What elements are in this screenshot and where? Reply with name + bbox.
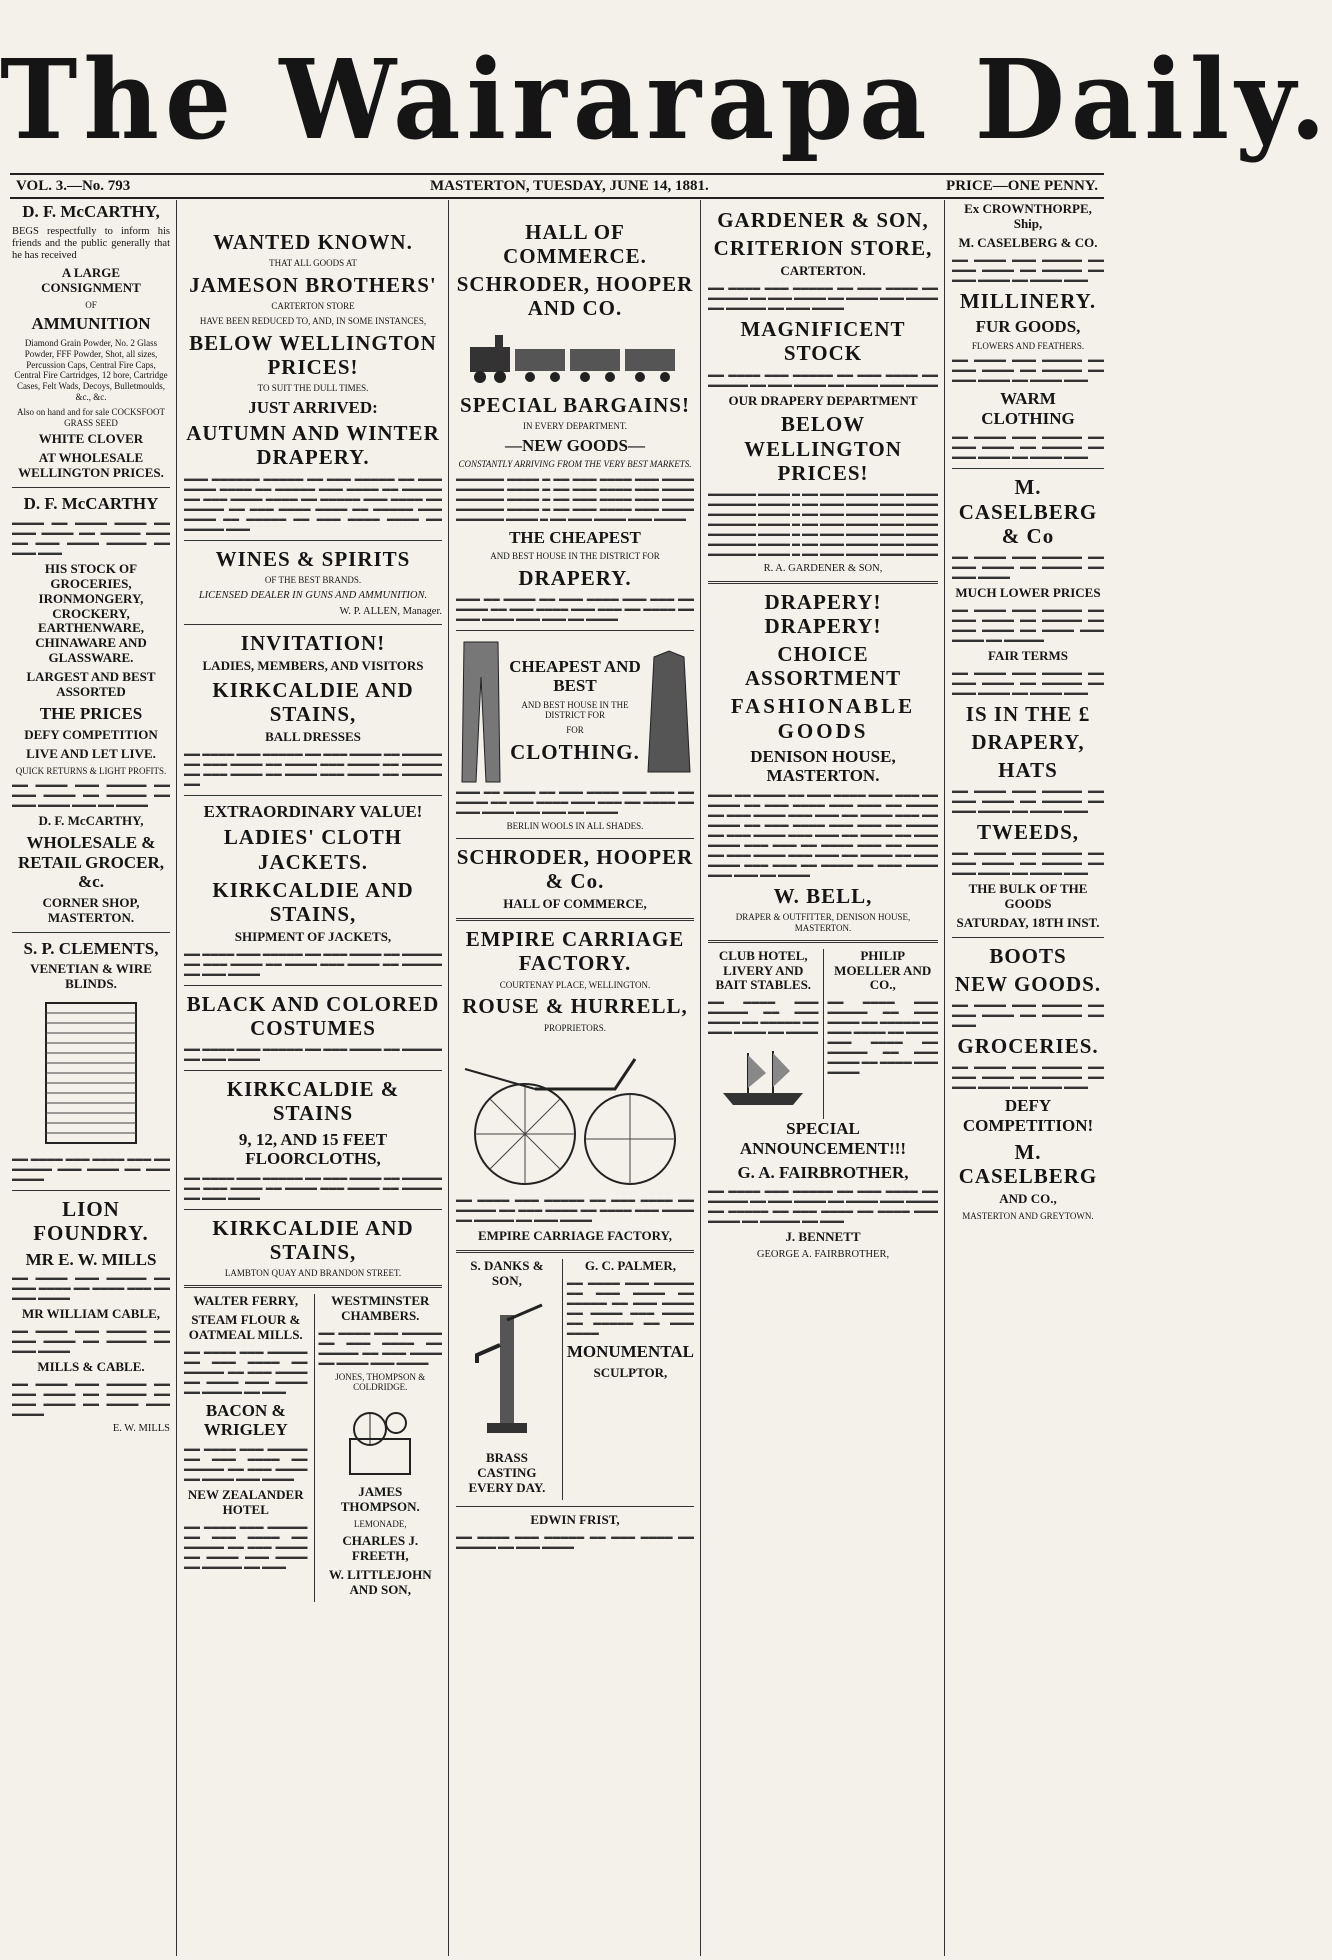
- advert-text: ▬▬ ▬▬▬▬ ▬▬▬ ▬▬▬▬▬ ▬▬ ▬▬▬ ▬▬▬▬ ▬▬ ▬▬▬▬▬ ▬▬ ▬▬▬ ▬▬▬▬ ▬▬ ▬▬▬▬ ▬▬▬ ▬▬▬▬ ▬▬ ▬▬▬▬▬ ▬▬ ▬▬▬ ▬▬▬▬: [566, 1278, 694, 1338]
- advert-text: ▬▬ ▬▬▬▬ ▬▬▬ ▬▬▬▬▬ ▬▬ ▬▬▬ ▬▬▬▬ ▬▬ ▬▬▬▬▬ ▬▬ ▬▬▬ ▬▬▬▬ ▬▬▬ ▬▬ ▬▬▬▬: [12, 780, 170, 810]
- advert-heading: D. F. McCARTHY: [23, 494, 159, 514]
- advert-block: [184, 1294, 308, 1602]
- advert-heading: MAGNIFICENT STOCK: [740, 317, 906, 366]
- advert-text: ▬▬▬ ▬▬▬▬▬▬ ▬▬▬▬▬ ▬▬ ▬▬▬ ▬▬▬▬▬ ▬▬ ▬▬▬ ▬▬▬▬ ▬▬▬▬ ▬▬ ▬▬▬▬▬ ▬▬▬ ▬▬▬▬ ▬▬ ▬▬▬▬▬ ▬▬ ▬▬▬ ▬▬▬▬ ▬▬▬▬ ▬▬ ▬▬▬▬▬ ▬▬▬ ▬▬▬▬ ▬▬ ▬▬▬▬▬ ▬▬ ▬▬▬ ▬▬▬▬ ▬▬▬▬ ▬▬ ▬▬▬▬▬ ▬▬▬ ▬▬▬▬ ▬▬ ▬▬▬▬▬ ▬▬ ▬▬▬ ▬▬▬▬ ▬▬▬▬ ▬▬ ▬▬▬▬▬ ▬▬▬: [184, 473, 442, 533]
- advert-text: ▬▬▬▬▬▬ ▬▬▬▬ ▬ ▬▬ ▬▬▬ ▬▬▬▬ ▬▬▬ ▬▬▬▬ ▬▬▬▬▬▬ ▬▬▬▬ ▬ ▬▬ ▬▬▬ ▬▬▬▬ ▬▬▬ ▬▬▬▬ ▬▬▬▬▬▬ ▬▬▬▬ ▬ ▬▬ ▬▬▬ ▬▬▬▬ ▬▬▬ ▬▬▬▬ ▬▬▬▬▬▬ ▬▬▬▬ ▬ ▬▬ ▬▬▬ ▬▬▬▬ ▬▬▬ ▬▬▬▬ ▬▬▬▬▬▬ ▬▬▬▬ ▬ ▬▬ ▬▬▬ ▬▬▬▬ ▬▬▬ ▬▬▬▬: [456, 473, 694, 523]
- advert-text: ▬▬ ▬▬▬▬ ▬▬▬ ▬▬▬▬▬ ▬▬ ▬▬▬ ▬▬▬▬ ▬▬ ▬▬▬▬▬ ▬▬ ▬▬▬ ▬▬▬▬ ▬▬ ▬▬▬▬ ▬▬▬ ▬▬▬▬ ▬▬ ▬▬▬▬▬ ▬▬ ▬▬▬ ▬▬▬▬: [708, 283, 938, 313]
- window-blind-illustration: [31, 998, 151, 1148]
- advert-heading: SATURDAY, 18TH INST.: [956, 915, 1100, 931]
- advert-signature: E. W. MILLS: [112, 1422, 170, 1434]
- advert-heading: KIRKCALDIE AND STAINS,: [212, 877, 414, 926]
- advert-heading: DEFY COMPETITION: [24, 726, 158, 742]
- advert-heading: M. CASELBERG & CO.: [958, 234, 1098, 250]
- advert-heading: WANTED KNOWN.: [213, 230, 413, 254]
- advert-text: QUICK RETURNS & LIGHT PROFITS.: [15, 765, 167, 776]
- advert-heading: OUR DRAPERY DEPARTMENT: [728, 392, 918, 408]
- advert-heading: JUST ARRIVED:: [248, 397, 378, 417]
- advert-heading: SPECIAL ANNOUNCEMENT!!!: [739, 1119, 907, 1158]
- advert-text: Diamond Grain Powder, No. 2 Glass Powder, FFF Powder, Shot, all sizes, Percussion Caps, Central Fire Caps, Central Fire Cartridges, 12 bore, Cartridge Cases, Felt Wads, Decoys, Bulletmoulds, &c., &c.: [14, 337, 168, 402]
- advert-text: ▬▬ ▬▬▬▬ ▬▬▬ ▬▬▬▬▬ ▬▬ ▬▬▬ ▬▬▬▬ ▬▬ ▬▬▬▬▬ ▬▬ ▬▬▬ ▬▬▬▬ ▬▬ ▬▬▬▬ ▬▬▬: [952, 254, 1104, 284]
- advert-text: ▬▬ ▬▬▬▬ ▬▬▬ ▬▬▬▬▬ ▬▬ ▬▬▬ ▬▬▬▬ ▬▬ ▬▬▬▬▬ ▬▬ ▬▬▬ ▬▬▬▬: [184, 1044, 442, 1064]
- advert-heading: THE PRICES: [39, 704, 143, 724]
- advert-heading: MR E. W. MILLS: [25, 1249, 157, 1269]
- divider: [952, 937, 1104, 938]
- advert-heading: SCHRODER, HOOPER & Co.: [456, 845, 694, 894]
- advert-text: CONSTANTLY ARRIVING FROM THE VERY BEST MARKETS.: [458, 459, 692, 470]
- advert-text: OF THE BEST BRANDS.: [264, 574, 362, 585]
- advert-heading: BELOW WELLINGTON PRICES!: [744, 412, 902, 485]
- advert-heading: LIVE AND LET LIVE.: [26, 745, 156, 761]
- small-adverts-row: [184, 1294, 442, 1602]
- advert-heading: WESTMINSTER CHAMBERS.: [331, 1292, 430, 1323]
- advert-heading: G. A. FAIRBROTHER,: [737, 1162, 909, 1182]
- advert-heading: BRASS CASTING EVERY DAY.: [468, 1450, 546, 1496]
- advert-heading: TWEEDS,: [976, 820, 1080, 845]
- advert-heading: BLACK AND COLORED COSTUMES: [186, 991, 440, 1041]
- divider: [184, 1070, 442, 1071]
- advert-text: ▬▬ ▬▬▬▬ ▬▬▬ ▬▬▬▬▬ ▬▬ ▬▬▬ ▬▬▬▬ ▬▬ ▬▬▬▬▬ ▬▬ ▬▬▬ ▬▬▬▬ ▬▬ ▬▬▬▬ ▬▬▬ ▬▬▬▬ ▬▬ ▬▬▬▬▬ ▬▬ ▬▬▬ ▬▬▬▬ ▬▬ ▬▬▬▬ ▬▬▬ ▬▬▬▬ ▬▬ ▬▬▬▬▬ ▬▬: [184, 748, 442, 788]
- advert-heading: AMMUNITION: [31, 314, 151, 334]
- advert-text: ▬▬ ▬▬▬▬ ▬▬▬ ▬▬▬▬▬ ▬▬ ▬▬▬ ▬▬▬▬ ▬▬ ▬▬▬▬▬ ▬▬ ▬▬▬ ▬▬▬▬ ▬▬ ▬▬▬▬ ▬▬▬ ▬▬▬▬: [12, 1378, 170, 1418]
- advert-heading: DRAPERY.: [518, 566, 632, 591]
- divider: [456, 918, 694, 921]
- advert-heading: SPECIAL BARGAINS!: [460, 392, 690, 417]
- small-adverts-row: [708, 949, 938, 1120]
- column-rule: [176, 200, 177, 1956]
- advert-heading: M. CASELBERG: [958, 1139, 1098, 1188]
- advert-text: ▬▬ ▬▬▬▬ ▬▬▬ ▬▬▬▬▬ ▬▬ ▬▬▬ ▬▬▬▬ ▬▬ ▬▬▬▬▬ ▬▬ ▬▬▬ ▬▬▬▬ ▬▬ ▬▬▬▬ ▬▬▬ ▬▬▬▬ ▬▬ ▬▬▬▬▬ ▬▬ ▬▬▬ ▬▬▬▬: [184, 948, 442, 978]
- advert-heading: FASHIONABLE GOODS: [730, 694, 916, 743]
- advert-heading: DRAPERY,: [971, 729, 1085, 754]
- advert-text: CARTERTON STORE: [271, 301, 355, 312]
- advert-text: ▬▬ ▬▬▬▬ ▬▬▬ ▬▬▬▬▬ ▬▬ ▬▬▬ ▬▬▬▬ ▬▬ ▬▬▬▬▬ ▬▬ ▬▬▬ ▬▬▬▬: [12, 1325, 170, 1355]
- advert-heading: LARGEST AND BEST ASSORTED: [26, 669, 156, 700]
- advert-heading: NEW GOODS.: [954, 972, 1102, 997]
- advert-heading: MONUMENTAL: [566, 1342, 694, 1362]
- price-label: PRICE—ONE PENNY.: [946, 178, 1098, 194]
- advert-text: ▬▬ ▬▬▬▬ ▬▬▬ ▬▬▬▬ ▬▬▬ ▬▬ ▬▬▬▬▬ ▬▬▬ ▬▬▬▬ ▬▬ ▬▬▬ ▬▬▬▬: [12, 1154, 170, 1184]
- advert-text: HAVE BEEN REDUCED TO, AND, IN SOME INSTANCES,: [199, 315, 427, 326]
- advert-text: ▬▬ ▬▬▬▬ ▬▬▬ ▬▬▬▬▬ ▬▬ ▬▬▬ ▬▬▬▬ ▬▬ ▬▬▬▬▬ ▬▬ ▬▬▬ ▬▬▬▬: [952, 551, 1104, 581]
- advert-heading: JAMES THOMPSON.: [340, 1484, 420, 1515]
- advert-text: ▬▬ ▬▬▬▬ ▬▬▬ ▬▬▬▬▬ ▬▬ ▬▬▬ ▬▬▬▬ ▬▬ ▬▬▬▬▬ ▬▬ ▬▬▬ ▬▬▬▬ ▬▬ ▬▬▬▬: [708, 997, 819, 1037]
- divider: [184, 1285, 442, 1288]
- advert-heading: AND CO.,: [999, 1190, 1057, 1206]
- advert-heading: CRITERION STORE,: [713, 236, 933, 261]
- advert-heading: MR WILLIAM CABLE,: [21, 1306, 161, 1322]
- advert-heading: A LARGE CONSIGNMENT: [41, 264, 141, 295]
- advert-text: ▬▬ ▬▬▬▬ ▬▬▬ ▬▬▬▬▬ ▬▬ ▬▬▬ ▬▬▬▬ ▬▬ ▬▬▬▬▬ ▬▬ ▬▬▬ ▬▬▬▬ ▬▬ ▬▬▬▬ ▬▬▬: [952, 432, 1104, 462]
- advert-heading: IS IN THE £: [965, 701, 1091, 726]
- advert-heading: LADIES' CLOTH JACKETS.: [223, 825, 403, 874]
- advert-text: ▬▬ ▬▬▬▬ ▬▬▬ ▬▬▬▬▬ ▬▬ ▬▬▬ ▬▬▬▬ ▬▬ ▬▬▬▬▬ ▬▬ ▬▬▬ ▬▬▬▬ ▬▬ ▬▬▬▬ ▬▬▬: [952, 848, 1104, 878]
- advert-heading: NEW ZEALANDER HOTEL: [187, 1486, 304, 1517]
- advert-heading: THE CHEAPEST: [509, 527, 641, 547]
- ship-illustration: [718, 1043, 808, 1113]
- advert-text: OF: [85, 299, 97, 310]
- advert-text: LEMONADE,: [353, 1519, 407, 1530]
- divider: [456, 1250, 694, 1253]
- advert-heading: DEFY COMPETITION!: [962, 1096, 1094, 1136]
- newspaper-title: The Wairarapa Daily.: [0, 34, 1332, 165]
- advert-heading: D. F. McCARTHY,: [38, 813, 144, 829]
- divider: [184, 985, 442, 986]
- advert-heading: CHARLES J. FREETH,: [342, 1532, 419, 1563]
- coat-illustration: [644, 647, 694, 777]
- masthead: [0, 34, 1332, 165]
- divider: [184, 540, 442, 541]
- small-adverts-row: [456, 1259, 694, 1500]
- advert-heading: CHOICE ASSORTMENT: [744, 642, 902, 691]
- advert-heading: GROCERIES.: [957, 1034, 1099, 1059]
- advert-text: AND BEST HOUSE IN THE DISTRICT FOR: [490, 551, 660, 562]
- advert-text: ▬▬ ▬▬▬▬ ▬▬▬ ▬▬▬▬▬ ▬▬ ▬▬▬ ▬▬▬▬ ▬▬ ▬▬▬▬▬ ▬▬ ▬▬▬ ▬▬▬▬ ▬▬ ▬▬▬▬ ▬▬▬ ▬▬▬▬ ▬▬ ▬▬▬▬▬ ▬▬ ▬▬▬: [184, 1346, 308, 1396]
- advert-text: FLOWERS AND FEATHERS.: [971, 340, 1085, 351]
- advert-heading: GARDENER & SON,: [717, 208, 929, 232]
- advert-heading: ROUSE & HURRELL,: [462, 994, 688, 1019]
- train-illustration: [460, 327, 690, 387]
- advert-heading: KIRKCALDIE AND STAINS,: [212, 677, 414, 726]
- advert-heading: CARTERTON.: [780, 263, 866, 279]
- advert-heading: LION FOUNDRY.: [33, 1197, 149, 1246]
- advert-text: ▬▬▬ ▬▬ ▬▬▬▬ ▬▬ ▬▬▬ ▬▬▬▬ ▬▬▬ ▬▬▬ ▬▬ ▬▬▬▬ ▬▬ ▬▬▬ ▬▬▬▬ ▬▬▬ ▬▬▬ ▬▬ ▬▬▬▬ ▬▬ ▬▬▬ ▬▬▬▬ ▬▬▬ ▬▬▬ ▬▬ ▬▬▬▬: [456, 594, 694, 624]
- advert-heading: CORNER SHOP, MASTERTON.: [42, 894, 140, 925]
- advert-text: ▬▬ ▬▬▬▬ ▬▬▬ ▬▬▬▬▬ ▬▬ ▬▬▬ ▬▬▬▬ ▬▬ ▬▬▬▬▬ ▬▬ ▬▬▬ ▬▬▬▬ ▬▬ ▬▬▬▬ ▬▬▬: [952, 786, 1104, 816]
- advert-heading: WHOLESALE & RETAIL GROCER, &c.: [17, 833, 165, 892]
- advert-heading: INVITATION!: [240, 630, 386, 655]
- advert-heading: THE BULK OF THE GOODS: [968, 881, 1088, 912]
- advert-text: IN EVERY DEPARTMENT.: [523, 420, 627, 431]
- advert-signature: W. P. ALLEN, Manager.: [339, 605, 442, 617]
- advert-heading: BACON & WRIGLEY: [203, 1400, 288, 1440]
- buggy-illustration: [465, 1039, 685, 1189]
- advert-text: ▬▬ ▬▬▬▬ ▬▬▬ ▬▬▬▬▬ ▬▬ ▬▬▬ ▬▬▬▬ ▬▬ ▬▬▬▬▬ ▬▬ ▬▬▬ ▬▬▬▬ ▬▬ ▬▬▬▬ ▬▬▬: [952, 667, 1104, 697]
- divider: [456, 630, 694, 631]
- advert-heading: HALL OF COMMERCE.: [503, 220, 647, 269]
- advert-heading: STEAM FLOUR & OATMEAL MILLS.: [188, 1311, 303, 1342]
- clothing-advert: [456, 637, 694, 787]
- divider: [12, 1190, 170, 1191]
- trousers-illustration: [456, 637, 506, 787]
- advert-text: PROPRIETORS.: [543, 1022, 607, 1033]
- advert-text: ▬▬▬▬ ▬▬ ▬▬▬▬ ▬▬▬▬ ▬▬ ▬▬▬ ▬▬▬▬ ▬▬ ▬▬▬▬▬ ▬▬▬ ▬▬ ▬▬▬ ▬▬▬▬ ▬▬▬▬▬ ▬▬ ▬▬▬ ▬▬▬: [12, 517, 170, 557]
- column-5: [948, 202, 1108, 1954]
- divider: [12, 932, 170, 933]
- advert-heading: BELOW WELLINGTON PRICES!: [189, 330, 437, 379]
- clothing-advert-text: [506, 657, 644, 769]
- advert-block: [823, 949, 939, 1120]
- column-rule: [448, 200, 449, 1956]
- advert-heading: DRAPERY! DRAPERY!: [764, 589, 882, 639]
- advert-heading: Ex CROWNTHORPE, Ship,: [964, 201, 1092, 231]
- advert-text: ▬▬ ▬▬▬▬ ▬▬▬ ▬▬▬▬▬ ▬▬ ▬▬▬ ▬▬▬▬ ▬▬ ▬▬▬▬▬ ▬▬ ▬▬▬ ▬▬▬▬ ▬▬ ▬▬▬▬ ▬▬▬ ▬▬▬▬ ▬▬ ▬▬▬▬▬ ▬▬ ▬▬▬ ▬▬▬▬ ▬▬ ▬▬▬▬ ▬▬▬ ▬▬▬▬: [827, 997, 938, 1077]
- advert-text: FOR: [566, 725, 584, 736]
- advert-heading: BOOTS: [989, 944, 1067, 969]
- machinery-illustration: [340, 1399, 420, 1479]
- advert-heading: FAIR TERMS: [987, 647, 1069, 663]
- advert-text: ▬▬ ▬▬▬▬ ▬▬▬ ▬▬▬▬▬ ▬▬ ▬▬▬ ▬▬▬▬ ▬▬ ▬▬▬▬▬ ▬▬ ▬▬▬ ▬▬▬▬: [456, 1531, 694, 1551]
- advert-text: Also on hand and for sale COCKSFOOT GRASS SEED: [17, 406, 165, 428]
- advert-text: AND BEST HOUSE IN THE DISTRICT FOR: [521, 699, 629, 721]
- advert-heading: LADIES, MEMBERS, AND VISITORS: [202, 657, 424, 673]
- advert-heading: EMPIRE CARRIAGE FACTORY.: [465, 927, 685, 976]
- advert-heading: FUR GOODS,: [975, 316, 1081, 336]
- advert-text: ▬▬ ▬▬▬▬ ▬▬▬ ▬▬▬▬▬ ▬▬ ▬▬▬ ▬▬▬▬ ▬▬ ▬▬▬▬▬ ▬▬ ▬▬▬ ▬▬▬▬ ▬▬ ▬▬▬▬ ▬▬▬: [952, 355, 1104, 385]
- advert-heading: SCULPTOR,: [593, 1364, 668, 1380]
- advert-text: LICENSED DEALER IN GUNS AND AMMUNITION.: [198, 589, 428, 601]
- column-rule: [944, 200, 945, 1956]
- advert-text: ▬▬ ▬▬▬▬ ▬▬▬ ▬▬▬▬▬ ▬▬ ▬▬▬ ▬▬▬▬ ▬▬ ▬▬▬▬▬ ▬▬ ▬▬▬ ▬▬▬▬ ▬▬ ▬▬▬▬ ▬▬▬ ▬▬▬▬: [708, 369, 938, 389]
- advert-heading: AT WHOLESALE WELLINGTON PRICES.: [18, 450, 164, 481]
- column-rule: [700, 200, 701, 1956]
- advert-text: ▬▬ ▬▬▬▬ ▬▬▬ ▬▬▬▬▬ ▬▬ ▬▬▬ ▬▬▬▬ ▬▬ ▬▬▬▬▬ ▬▬ ▬▬▬ ▬▬▬▬ ▬▬ ▬▬▬▬ ▬▬▬ ▬▬▬▬: [318, 1327, 442, 1367]
- advert-text: ▬▬▬ ▬▬ ▬▬▬▬ ▬▬ ▬▬▬ ▬▬▬▬ ▬▬▬ ▬▬▬ ▬▬ ▬▬▬▬ ▬▬ ▬▬▬ ▬▬▬▬ ▬▬▬ ▬▬▬ ▬▬ ▬▬▬▬ ▬▬ ▬▬▬ ▬▬▬▬ ▬▬▬ ▬▬▬ ▬▬ ▬▬▬▬ ▬▬▬ ▬▬ ▬▬▬▬ ▬▬ ▬▬▬ ▬▬▬▬ ▬▬▬ ▬▬▬ ▬▬ ▬▬▬▬ ▬▬ ▬▬▬ ▬▬▬▬ ▬▬▬ ▬▬▬ ▬▬ ▬▬▬▬ ▬▬ ▬▬▬ ▬▬▬▬ ▬▬▬ ▬▬▬ ▬▬ ▬▬▬▬ ▬▬▬ ▬▬ ▬▬▬▬ ▬▬ ▬▬▬ ▬▬▬▬ ▬▬▬ ▬▬▬ ▬▬ ▬▬▬▬ ▬▬ ▬▬▬ ▬▬▬▬ ▬▬▬ ▬▬▬ ▬▬ ▬▬▬▬ ▬▬ ▬▬▬ ▬▬▬▬ ▬▬▬ ▬▬▬ ▬▬ ▬▬▬▬: [708, 789, 938, 879]
- divider: [184, 1209, 442, 1210]
- advert-text: THAT ALL GOODS AT: [269, 258, 357, 269]
- advert-text: ▬▬ ▬▬▬▬ ▬▬▬ ▬▬▬▬▬ ▬▬ ▬▬▬ ▬▬▬▬ ▬▬ ▬▬▬▬▬ ▬▬ ▬▬▬: [952, 1000, 1104, 1030]
- divider: [708, 940, 938, 943]
- divider: [952, 468, 1104, 469]
- advert-block: [314, 1294, 443, 1602]
- column-1: [8, 202, 174, 1954]
- advert-block: [562, 1259, 694, 1500]
- advert-text: TO SUIT THE DULL TIMES.: [257, 382, 369, 393]
- advert-signature: GEORGE A. FAIRBROTHER,: [756, 1248, 890, 1260]
- advert-text: BERLIN WOOLS IN ALL SHADES.: [506, 821, 644, 832]
- advert-text: ▬▬ ▬▬▬▬ ▬▬▬ ▬▬▬▬▬ ▬▬ ▬▬▬ ▬▬▬▬ ▬▬ ▬▬▬▬▬ ▬▬ ▬▬▬ ▬▬▬▬ ▬▬ ▬▬▬▬ ▬▬▬ ▬▬▬▬ ▬▬ ▬▬▬▬▬ ▬▬ ▬▬▬ ▬▬▬▬ ▬▬ ▬▬▬▬ ▬▬▬ ▬▬▬▬ ▬▬ ▬▬▬▬▬ ▬▬ ▬▬▬: [708, 1186, 938, 1226]
- advert-block: [456, 1259, 558, 1500]
- advert-heading: CLUB HOTEL, LIVERY AND BAIT STABLES.: [715, 947, 812, 993]
- advert-heading: CHEAPEST AND BEST: [509, 656, 641, 696]
- advert-heading: JAMESON BROTHERS': [189, 272, 437, 297]
- advert-heading: WALTER FERRY,: [193, 1292, 299, 1308]
- volume-number: VOL. 3.—No. 793: [16, 178, 131, 194]
- column-4: [704, 202, 942, 1954]
- advert-heading: W. LITTLEJOHN AND SON,: [328, 1566, 432, 1597]
- column-3: [452, 202, 698, 1954]
- advert-heading: SHIPMENT OF JACKETS,: [234, 929, 392, 945]
- advert-heading: SCHRODER, HOOPER AND CO.: [456, 272, 694, 321]
- advert-heading: M. CASELBERG & Co: [958, 475, 1098, 548]
- dateline-bar: [10, 173, 1104, 199]
- divider: [456, 838, 694, 839]
- advert-heading: PHILIP MOELLER AND CO.,: [834, 947, 932, 993]
- advert-heading: W. BELL,: [773, 883, 873, 908]
- advert-heading: D. F. McCARTHY,: [22, 202, 160, 221]
- advert-heading: HALL OF COMMERCE,: [503, 896, 647, 912]
- advert-text: COURTENAY PLACE, WELLINGTON.: [499, 979, 651, 990]
- advert-heading: CLOTHING.: [510, 740, 640, 764]
- advert-heading: KIRKCALDIE & STAINS: [226, 1077, 400, 1126]
- advert-text: LAMBTON QUAY AND BRANDON STREET.: [224, 1267, 402, 1278]
- advert-heading: AUTUMN AND WINTER DRAPERY.: [186, 421, 440, 470]
- advert-heading: MILLINERY.: [959, 288, 1097, 313]
- advert-text: ▬▬ ▬▬▬▬ ▬▬▬ ▬▬▬▬▬ ▬▬ ▬▬▬ ▬▬▬▬ ▬▬ ▬▬▬▬ ▬▬▬ ▬▬ ▬▬▬ ▬▬▬▬: [12, 1273, 170, 1303]
- advert-heading: BALL DRESSES: [265, 729, 361, 744]
- advert-heading: MUCH LOWER PRICES: [955, 584, 1101, 600]
- divider: [708, 581, 938, 584]
- advert-text: ▬▬ ▬▬▬▬ ▬▬▬ ▬▬▬▬▬ ▬▬ ▬▬▬ ▬▬▬▬ ▬▬ ▬▬▬▬▬ ▬▬ ▬▬▬ ▬▬▬▬ ▬▬ ▬▬▬▬ ▬▬▬ ▬▬▬▬: [184, 1443, 308, 1483]
- pump-illustration: [462, 1295, 552, 1445]
- advert-heading: HIS STOCK OF GROCERIES, IRONMONGERY, CROCKERY, EARTHENWARE, CHINAWARE AND GLASSWARE.: [35, 560, 147, 666]
- divider: [12, 487, 170, 488]
- advert-heading: J. BENNETT: [785, 1229, 861, 1245]
- advert-heading: 9, 12, AND 15 FEET FLOORCLOTHS,: [238, 1129, 388, 1169]
- advert-heading: S. DANKS & SON,: [470, 1258, 544, 1289]
- date-line: MASTERTON, TUESDAY, JUNE 14, 1881.: [430, 178, 709, 194]
- advert-heading: EDWIN FRIST,: [530, 1511, 620, 1527]
- advert-text: ▬▬ ▬▬▬▬ ▬▬▬ ▬▬▬▬▬ ▬▬ ▬▬▬ ▬▬▬▬ ▬▬ ▬▬▬▬▬ ▬▬ ▬▬▬ ▬▬▬▬ ▬▬ ▬▬▬▬ ▬▬▬ ▬▬▬▬ ▬▬ ▬▬▬▬▬ ▬▬ ▬▬▬ ▬▬▬▬: [184, 1172, 442, 1202]
- advert-heading: WHITE CLOVER: [38, 431, 144, 447]
- advert-text: ▬▬ ▬▬▬▬ ▬▬▬ ▬▬▬▬▬ ▬▬ ▬▬▬ ▬▬▬▬ ▬▬ ▬▬▬▬▬ ▬▬ ▬▬▬ ▬▬▬▬ ▬▬ ▬▬▬▬ ▬▬▬ ▬▬▬▬ ▬▬ ▬▬▬▬▬: [952, 604, 1104, 644]
- advert-text: DRAPER & OUTFITTER, DENISON HOUSE, MASTERTON.: [735, 912, 911, 933]
- advert-heading: EXTRAORDINARY VALUE!: [203, 801, 423, 821]
- advert-text: ▬▬▬ ▬▬ ▬▬▬▬ ▬▬ ▬▬▬ ▬▬▬▬ ▬▬▬ ▬▬▬ ▬▬ ▬▬▬▬ ▬▬ ▬▬▬ ▬▬▬▬ ▬▬▬ ▬▬▬ ▬▬ ▬▬▬▬ ▬▬ ▬▬▬ ▬▬▬▬ ▬▬▬ ▬▬▬ ▬▬ ▬▬▬▬: [456, 787, 694, 817]
- advert-block: [708, 949, 819, 1120]
- advert-text: ▬▬ ▬▬▬▬ ▬▬▬ ▬▬▬▬▬ ▬▬ ▬▬▬ ▬▬▬▬ ▬▬ ▬▬▬▬▬ ▬▬ ▬▬▬ ▬▬▬▬ ▬▬ ▬▬▬▬ ▬▬▬ ▬▬▬▬ ▬▬ ▬▬▬▬▬ ▬▬ ▬▬▬ ▬▬▬▬: [456, 1195, 694, 1225]
- advert-heading: G. C. PALMER,: [584, 1258, 676, 1274]
- divider: [456, 1506, 694, 1507]
- advert-heading: VENETIAN & WIRE BLINDS.: [30, 961, 152, 992]
- advert-text: MASTERTON AND GREYTOWN.: [962, 1210, 1094, 1221]
- advert-text: ▬▬▬▬▬▬ ▬▬▬▬ ▬ ▬▬ ▬▬▬ ▬▬▬▬ ▬▬▬ ▬▬▬▬ ▬▬▬▬▬▬ ▬▬▬▬ ▬ ▬▬ ▬▬▬ ▬▬▬▬ ▬▬▬ ▬▬▬▬ ▬▬▬▬▬▬ ▬▬▬▬ ▬ ▬▬ ▬▬▬ ▬▬▬▬ ▬▬▬ ▬▬▬▬ ▬▬▬▬▬▬ ▬▬▬▬ ▬ ▬▬ ▬▬▬ ▬▬▬▬ ▬▬▬ ▬▬▬▬ ▬▬▬▬▬▬ ▬▬▬▬ ▬ ▬▬ ▬▬▬ ▬▬▬▬ ▬▬▬ ▬▬▬▬ ▬▬▬▬▬▬ ▬▬▬▬ ▬ ▬▬ ▬▬▬ ▬▬▬▬ ▬▬▬ ▬▬▬▬ ▬▬▬▬▬▬ ▬▬▬▬ ▬ ▬▬ ▬▬▬ ▬▬▬▬ ▬▬▬ ▬▬▬▬: [708, 488, 938, 558]
- advert-text: ▬▬ ▬▬▬▬ ▬▬▬ ▬▬▬▬▬ ▬▬ ▬▬▬ ▬▬▬▬ ▬▬ ▬▬▬▬▬ ▬▬ ▬▬▬ ▬▬▬▬ ▬▬ ▬▬▬▬ ▬▬▬ ▬▬▬▬ ▬▬ ▬▬▬▬▬ ▬▬ ▬▬▬: [184, 1521, 308, 1571]
- column-2: [180, 202, 446, 1954]
- advert-heading: —NEW GOODS—: [505, 435, 645, 455]
- divider: [184, 624, 442, 625]
- advert-text: ▬▬ ▬▬▬▬ ▬▬▬ ▬▬▬▬▬ ▬▬ ▬▬▬ ▬▬▬▬ ▬▬ ▬▬▬▬▬ ▬▬ ▬▬▬ ▬▬▬▬ ▬▬ ▬▬▬▬ ▬▬▬: [952, 1062, 1104, 1092]
- advert-heading: EMPIRE CARRIAGE FACTORY,: [478, 1228, 672, 1244]
- advert-heading: HATS: [998, 757, 1058, 782]
- advert-heading: S. P. CLEMENTS,: [23, 938, 159, 958]
- advert-text: BEGS respectfully to inform his friends and the public generally that he has received: [12, 225, 170, 261]
- advert-heading: WINES & SPIRITS: [215, 546, 411, 571]
- advert-heading: KIRKCALDIE AND STAINS,: [212, 1215, 414, 1264]
- advert-heading: WARM CLOTHING: [981, 389, 1075, 428]
- advert-signature: R. A. GARDENER & SON,: [763, 562, 883, 574]
- advert-heading: DENISON HOUSE, MASTERTON.: [750, 746, 896, 786]
- divider: [184, 795, 442, 796]
- advert-text: JONES, THOMPSON & COLDRIDGE.: [335, 1371, 426, 1393]
- advert-heading: MILLS & CABLE.: [37, 1358, 145, 1374]
